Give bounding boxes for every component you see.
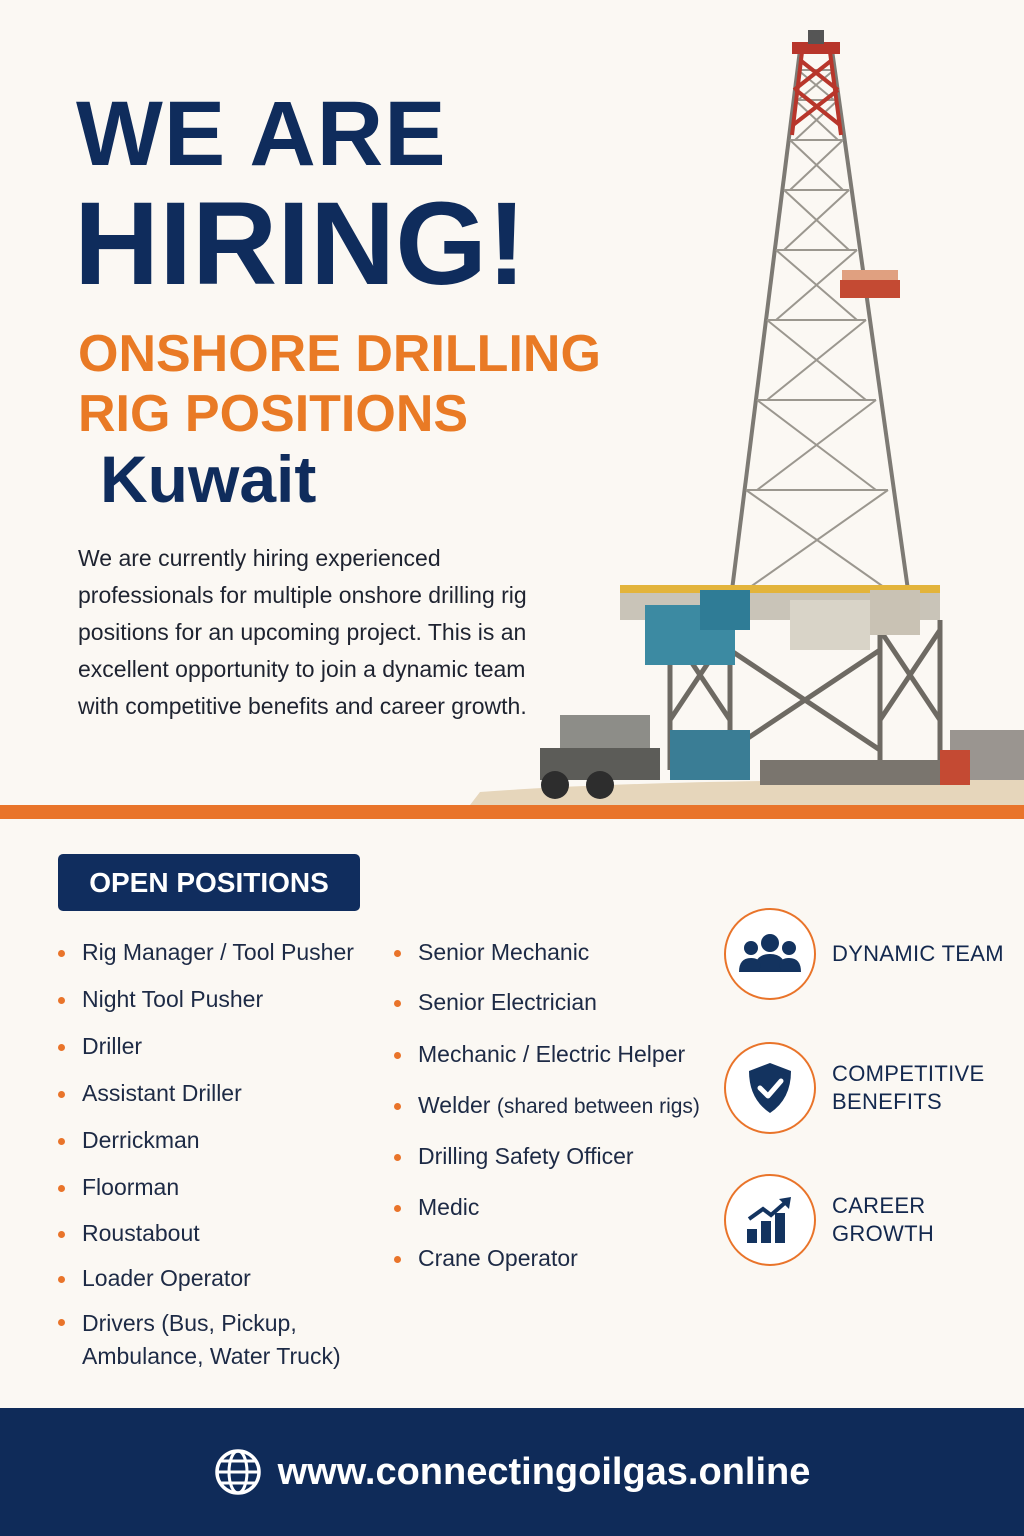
feature-competitive-benefits <box>724 1042 1014 1134</box>
subtitle-rig-positions: RIG POSITIONS <box>78 385 469 443</box>
orange-divider <box>0 805 1024 819</box>
position-item: Senior Mechanic <box>394 938 724 967</box>
location-title: Kuwait <box>100 442 317 516</box>
growth-chart-icon <box>724 1174 816 1266</box>
shield-check-icon <box>724 1042 816 1134</box>
team-icon <box>724 908 816 1000</box>
headline-hiring: HIRING! <box>74 178 527 310</box>
footer-bar <box>0 1408 1024 1536</box>
feature-dynamic-team <box>724 908 1014 1000</box>
website-link[interactable]: www.connectingoilgas.online <box>277 1450 811 1493</box>
position-item: Rig Manager / Tool Pusher <box>58 938 378 967</box>
position-item: Mechanic / Electric Helper <box>394 1040 724 1069</box>
welder-note: (shared between rigs) <box>496 1095 700 1118</box>
position-item: Senior Electrician <box>394 988 724 1017</box>
subtitle-onshore-drilling: ONSHORE DRILLING <box>78 325 601 383</box>
position-item: Roustabout <box>58 1219 378 1248</box>
position-item: Loader Operator <box>58 1264 378 1293</box>
position-item: Night Tool Pusher <box>58 985 378 1014</box>
position-item: Assistant Driller <box>58 1079 378 1108</box>
position-item: Driller <box>58 1032 378 1061</box>
position-item: Derrickman <box>58 1126 378 1155</box>
position-item <box>394 1091 724 1121</box>
feature-career-growth <box>724 1174 1014 1266</box>
positions-column-2 <box>394 938 724 1273</box>
position-name: Welder <box>418 1092 491 1118</box>
globe-icon <box>214 1448 262 1496</box>
position-item: Medic <box>394 1193 724 1222</box>
positions-column-1 <box>58 938 378 1373</box>
drilling-rig-illustration <box>470 30 1024 805</box>
intro-paragraph: We are currently hiring experienced professionals for multiple onshore drilling rig positions for an upcoming project. This is an excellent opportunity to join a dynamic team with competitive benefits and career growth. <box>78 545 527 719</box>
position-item: Drivers (Bus, Pickup, Ambulance, Water Truck) <box>58 1307 378 1373</box>
open-positions-heading: OPEN POSITIONS <box>58 854 360 911</box>
feature-label: CAREER GROWTH <box>832 1193 935 1246</box>
feature-label: DYNAMIC TEAM <box>832 941 1004 966</box>
headline-we-are: WE ARE <box>76 83 447 185</box>
position-item: Floorman <box>58 1173 378 1202</box>
position-item: Drilling Safety Officer <box>394 1142 724 1171</box>
position-item: Crane Operator <box>394 1244 724 1273</box>
feature-label: COMPETITIVE BENEFITS <box>832 1061 985 1114</box>
